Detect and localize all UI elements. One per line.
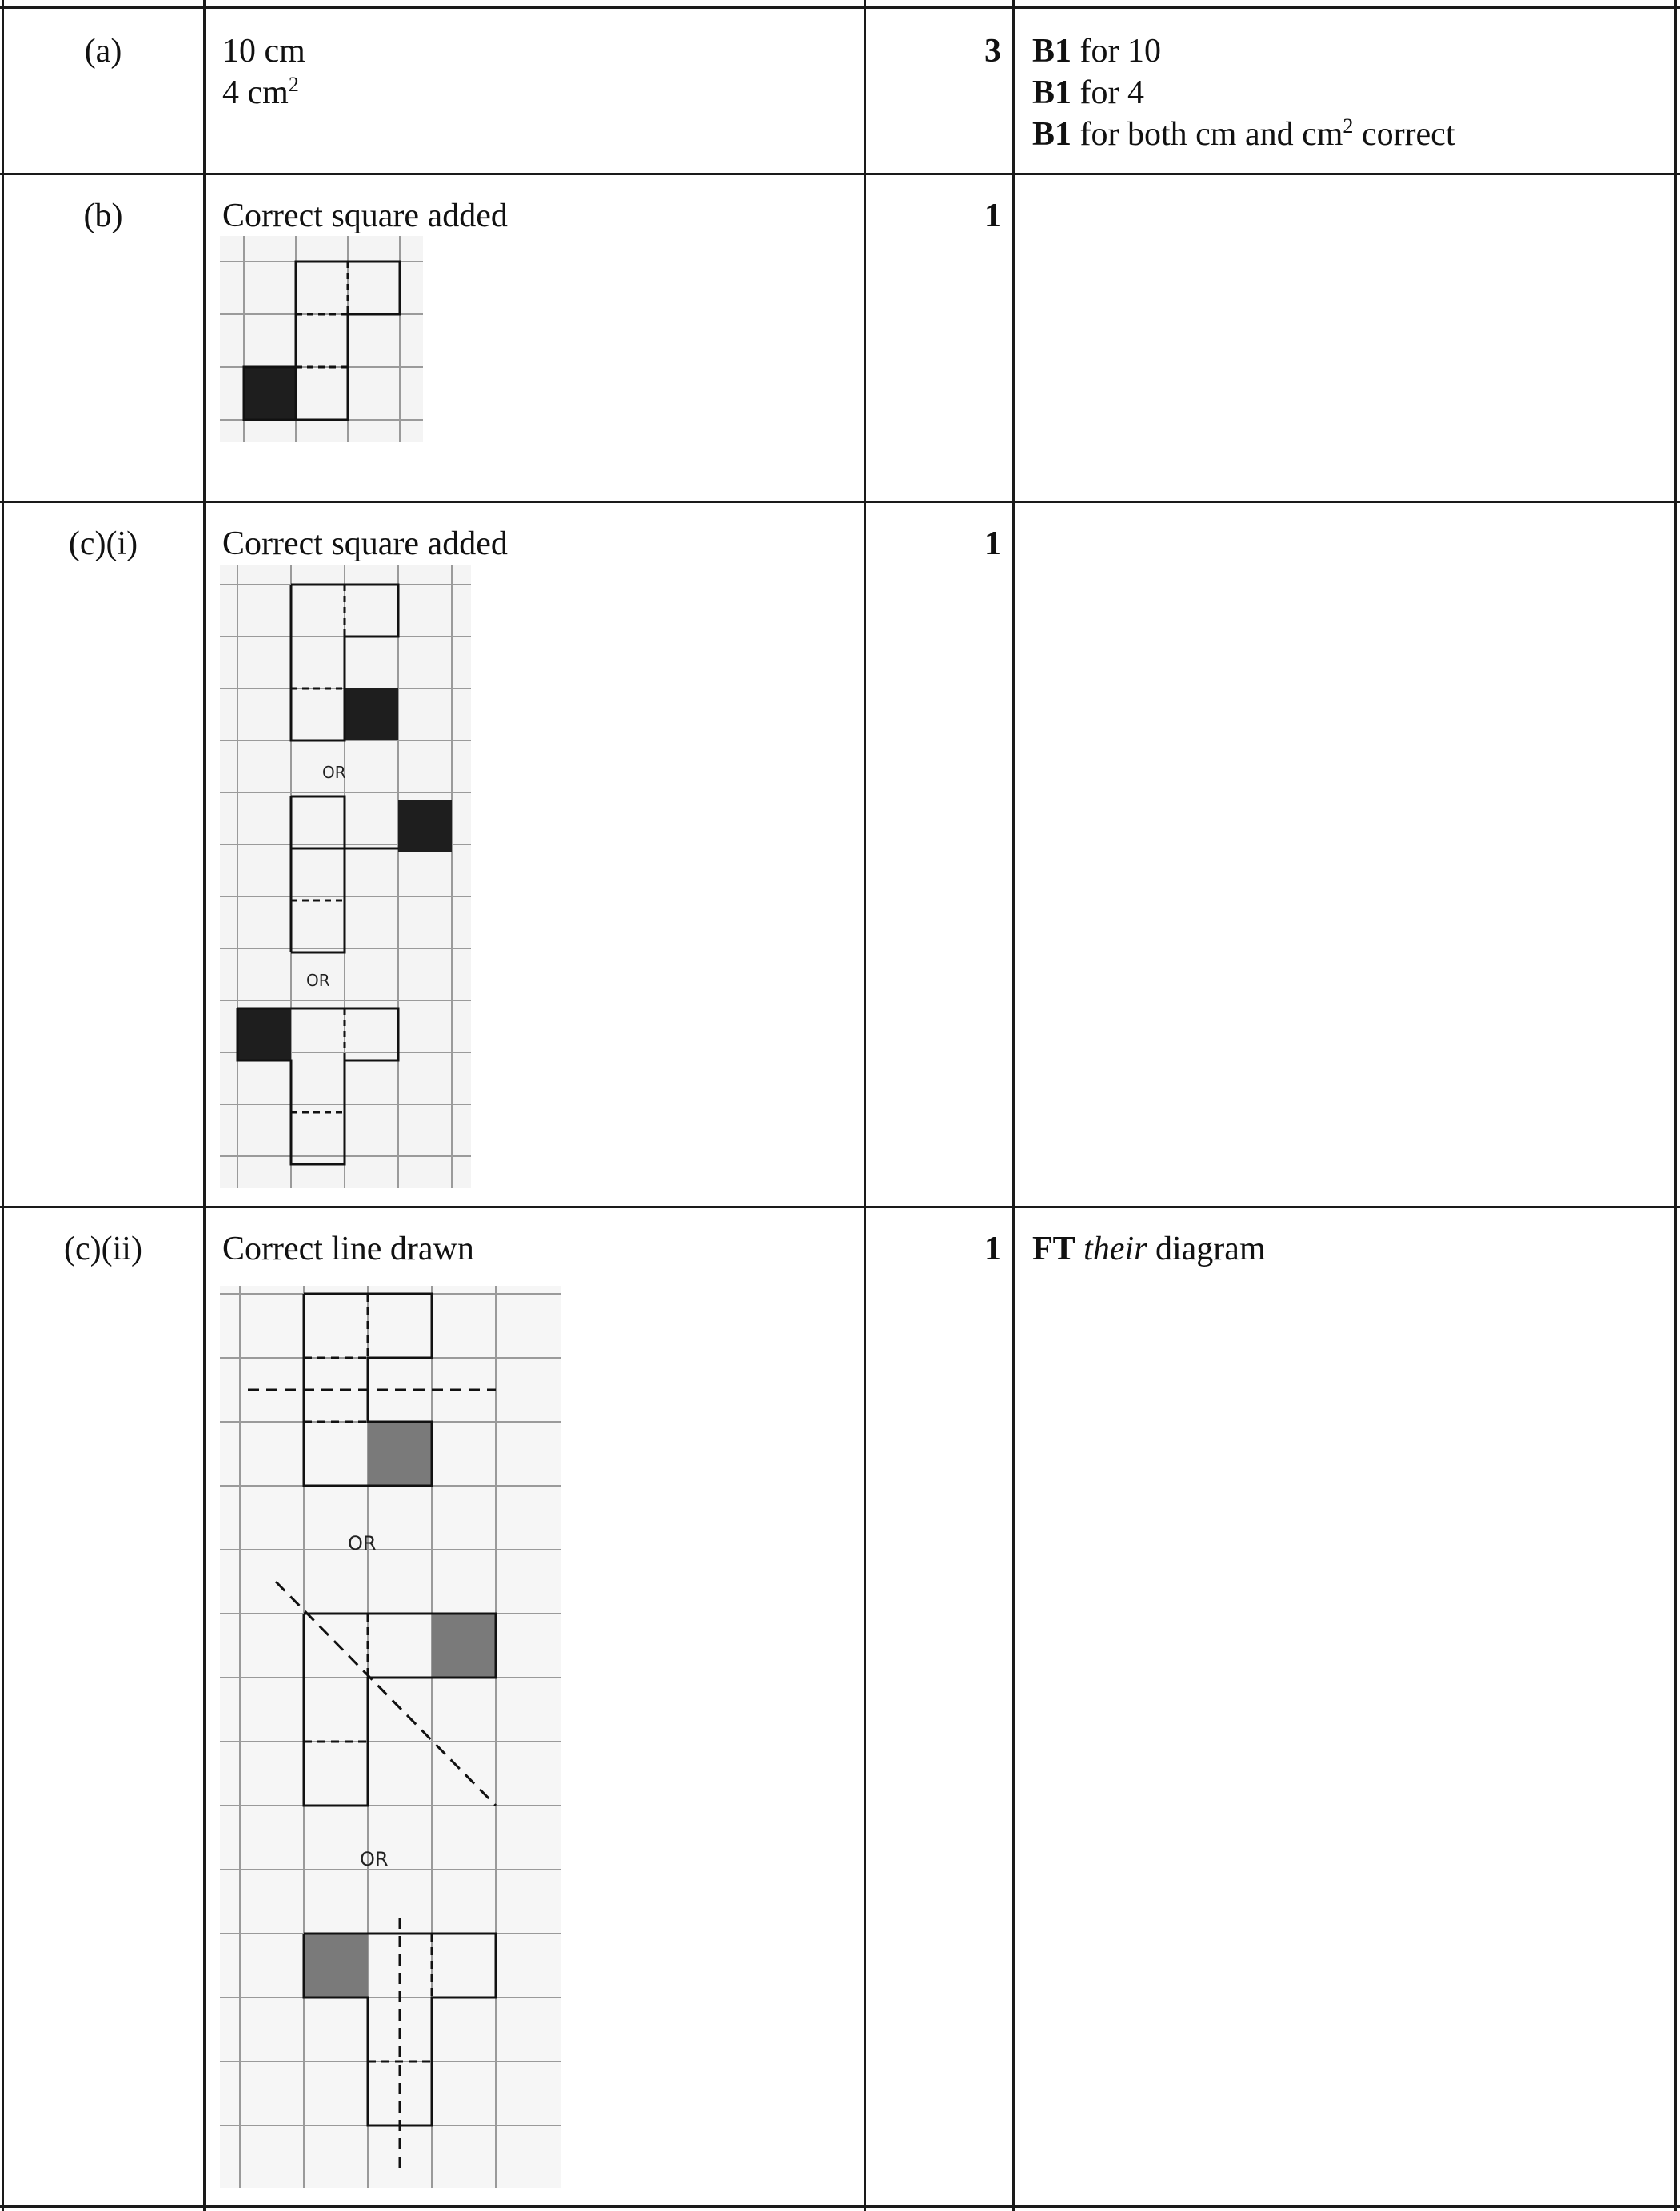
row-divider: [0, 501, 1680, 503]
table-border-bottom: [0, 2205, 1680, 2208]
part-label-ci: (c)(i): [68, 525, 138, 562]
guidance-text: for both cm and cm: [1079, 116, 1343, 153]
table-border-col2: [864, 0, 866, 2211]
code: B1: [1032, 74, 1072, 111]
guidance-text: for 4: [1079, 74, 1144, 111]
table-border-col1: [203, 0, 206, 2211]
answer-a-line2-text: 4 cm: [222, 74, 289, 111]
grid-diagram-ci: [220, 565, 471, 1188]
answer-b: Correct square added: [222, 198, 508, 234]
guidance-italic: their: [1083, 1231, 1147, 1267]
row-divider: [0, 173, 1680, 175]
row-divider: [0, 1206, 1680, 1208]
mark-a: 3: [984, 33, 1001, 70]
shaded-square: [345, 688, 398, 740]
answer-a-line2: [222, 72, 299, 114]
shaded-square: [304, 1934, 368, 1997]
or-label: OR: [306, 971, 330, 990]
guidance-text: for 10: [1079, 33, 1161, 70]
shaded-square: [244, 367, 296, 420]
shaded-square: [237, 1008, 291, 1060]
guidance-a-1: [1032, 30, 1161, 72]
part-label-a: (a): [84, 33, 122, 70]
answer-cii: Correct line drawn: [222, 1231, 474, 1267]
or-label: OR: [360, 1848, 389, 1870]
grid-diagram-b: [220, 236, 423, 442]
part-label-b: (b): [83, 198, 123, 234]
shaded-square: [432, 1614, 496, 1678]
table-border-col3: [1012, 0, 1015, 2211]
grid-diagram-cii: [220, 1286, 561, 2188]
code: FT: [1032, 1231, 1075, 1267]
guidance-a-3: [1032, 114, 1455, 155]
mark-ci: 1: [984, 525, 1001, 562]
table-border-right: [1674, 0, 1677, 2211]
code: B1: [1032, 33, 1072, 70]
guidance-cii: [1032, 1228, 1266, 1270]
answer-ci: Correct square added: [222, 525, 508, 562]
guidance-tail: correct: [1361, 116, 1455, 153]
or-label: OR: [322, 763, 346, 782]
answer-a-line1: 10 cm: [222, 33, 305, 70]
code: B1: [1032, 116, 1072, 153]
guidance-text: diagram: [1155, 1231, 1266, 1267]
table-border-left: [2, 0, 4, 2211]
mark-b: 1: [984, 198, 1001, 234]
shaded-square: [368, 1422, 432, 1486]
superscript: 2: [1343, 114, 1354, 138]
mark-cii: 1: [984, 1231, 1001, 1267]
superscript: 2: [288, 73, 299, 96]
or-label: OR: [348, 1532, 377, 1554]
guidance-a-2: [1032, 72, 1144, 114]
part-label-cii: (c)(ii): [64, 1231, 142, 1267]
shaded-square: [398, 800, 452, 852]
table-border-top: [0, 6, 1680, 9]
